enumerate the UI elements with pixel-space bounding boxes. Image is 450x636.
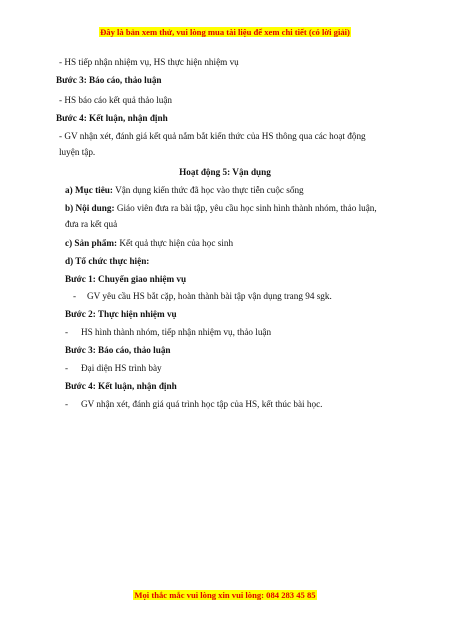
objective-text: Vận dụng kiến thức đã học vào thực tiễn cuộc sống bbox=[112, 185, 304, 195]
step-3-text: Đại diện HS trình bày bbox=[81, 363, 162, 373]
product-line bbox=[65, 237, 233, 249]
objective-label: a) Mục tiêu: bbox=[65, 185, 113, 195]
paragraph-gv-review-line2: luyện tập. bbox=[59, 147, 96, 157]
content-label: b) Nội dung: bbox=[65, 203, 115, 213]
content-line bbox=[65, 202, 377, 214]
organization-heading: d) Tổ chức thực hiện: bbox=[65, 256, 150, 266]
content-line-2: đưa ra kết quả bbox=[65, 219, 118, 229]
preview-notice-text: Đây là bản xem thử, vui lòng mua tài liệu để xem chi tiết (có lời giải) bbox=[100, 27, 350, 37]
step-4-dash: - bbox=[65, 399, 69, 409]
contact-footer-text: Mọi thắc mắc vui lòng xin vui lòng: 084 283 45 85 bbox=[134, 590, 316, 600]
paragraph-hs-report: - HS báo cáo kết quả thảo luận bbox=[59, 95, 173, 105]
objective-line bbox=[65, 184, 304, 196]
step-3-heading: Bước 3: Báo cáo, thảo luận bbox=[65, 345, 171, 355]
heading-step-4: Bước 4: Kết luận, nhận định bbox=[56, 113, 168, 123]
heading-step-3: Bước 3: Báo cáo, thảo luận bbox=[56, 75, 162, 85]
content-text: Giáo viên đưa ra bài tập, yêu cầu học sinh hình thành nhóm, thảo luận, bbox=[114, 203, 377, 213]
paragraph-gv-review-line1: - GV nhận xét, đánh giá kết quả nắm bắt kiến thức của HS thông qua các hoạt động bbox=[59, 131, 366, 141]
step-2-text: HS hình thành nhóm, tiếp nhận nhiệm vụ, thảo luận bbox=[81, 327, 272, 337]
step-2-dash: - bbox=[65, 327, 69, 337]
paragraph-hs-receive-task: - HS tiếp nhận nhiệm vụ, HS thực hiện nhiệm vụ bbox=[59, 57, 239, 67]
step-1-dash: - bbox=[73, 291, 77, 301]
product-text: Kết quả thực hiện của học sinh bbox=[117, 238, 234, 248]
step-4-text: GV nhận xét, đánh giá quá trình học tập của HS, kết thúc bài học. bbox=[81, 399, 323, 409]
step-1-heading: Bước 1: Chuyển giao nhiệm vụ bbox=[65, 274, 187, 284]
contact-footer-banner bbox=[0, 590, 450, 600]
step-2-heading: Bước 2: Thực hiện nhiệm vụ bbox=[65, 309, 177, 319]
product-label: c) Sản phẩm: bbox=[65, 238, 118, 248]
step-3-dash: - bbox=[65, 363, 69, 373]
step-4-heading: Bước 4: Kết luận, nhận định bbox=[65, 381, 177, 391]
preview-notice-banner bbox=[0, 27, 450, 37]
step-1-text: GV yêu cầu HS bắt cặp, hoàn thành bài tập vận dụng trang 94 sgk. bbox=[87, 291, 332, 301]
activity-5-title: Hoạt động 5: Vận dụng bbox=[179, 167, 271, 177]
